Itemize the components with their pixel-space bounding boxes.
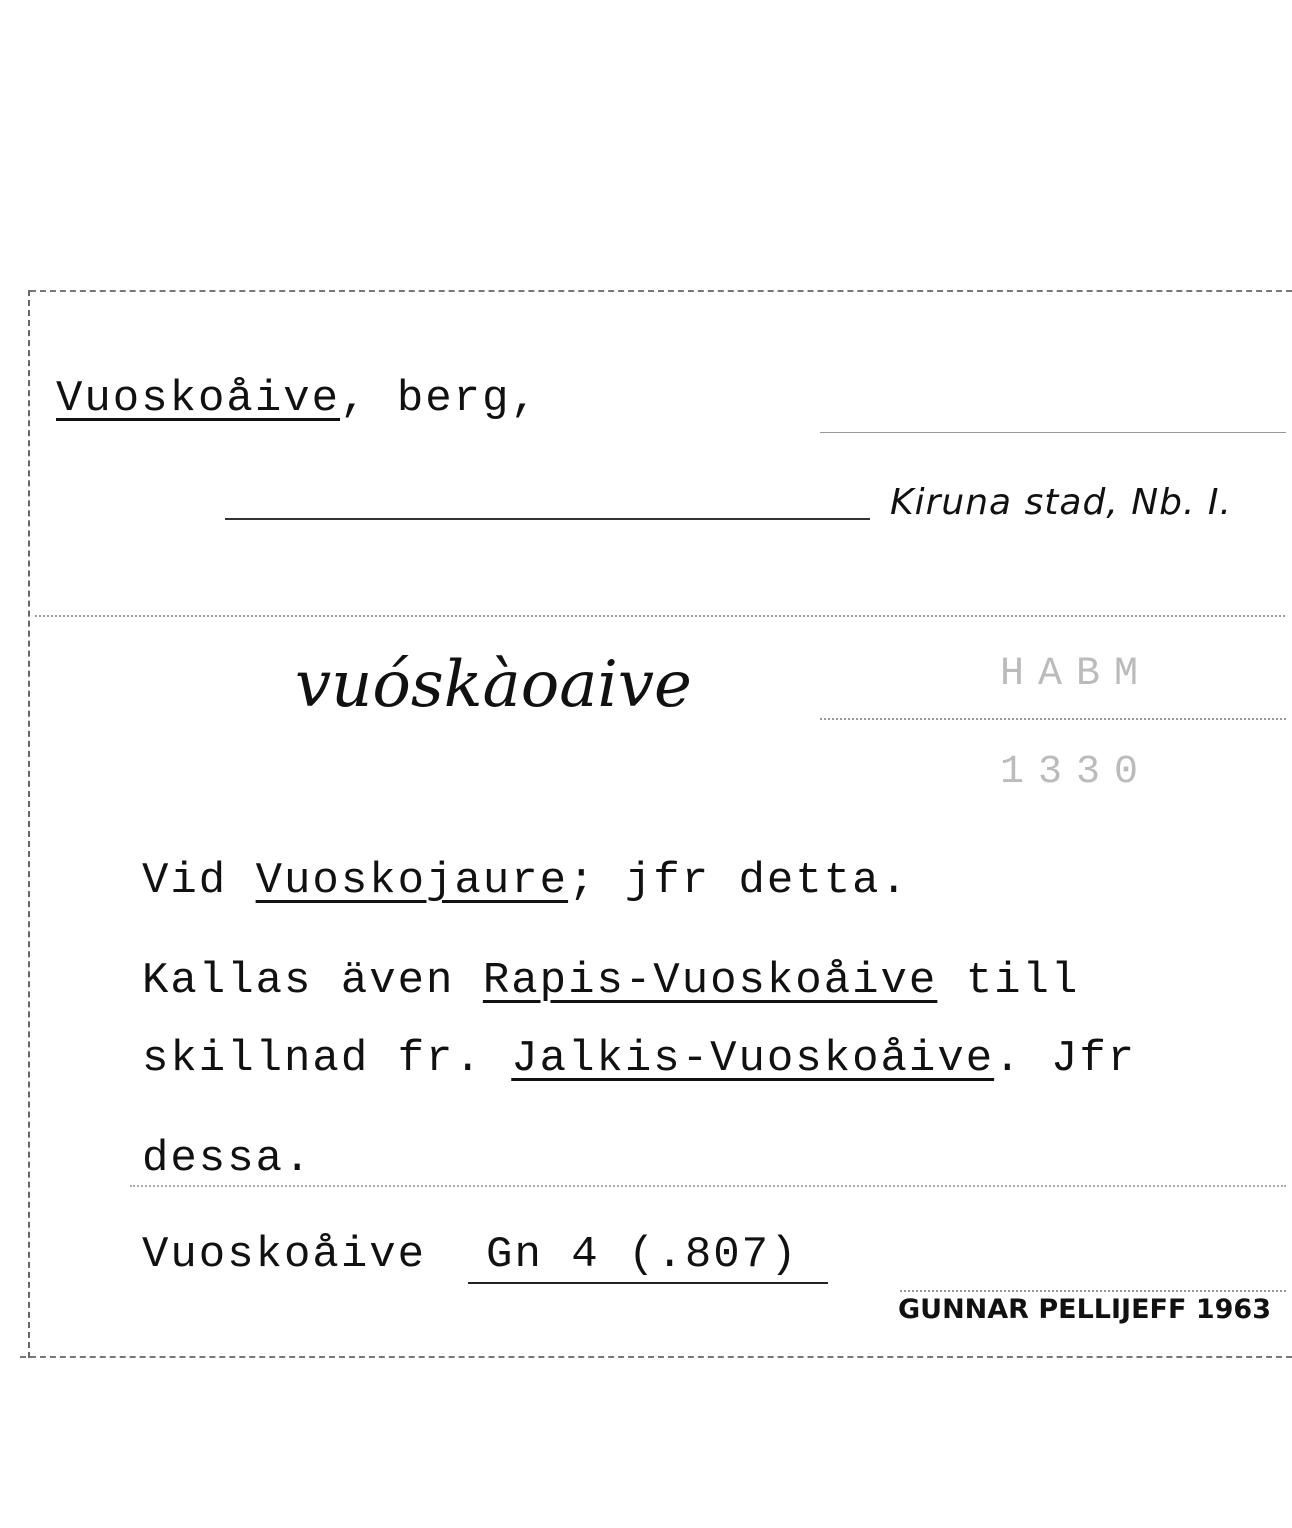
heading-line: [56, 374, 539, 424]
body-line-1-suffix: ; jfr detta.: [568, 856, 909, 906]
author-footer: GUNNAR PELLIJEFF 1963: [898, 1294, 1271, 1325]
body-line-3-prefix: skillnad fr.: [142, 1034, 512, 1084]
body-line-2: [142, 956, 1079, 1006]
location-label: Kiruna stad, Nb. I.: [890, 482, 1232, 523]
top-border: [30, 290, 1292, 292]
ruled-line: [35, 615, 1285, 617]
body-line-3-suffix: . Jfr: [994, 1034, 1137, 1084]
body-line-4: dessa.: [142, 1134, 313, 1184]
faded-stamp-line1: HABM: [1000, 652, 1153, 697]
left-border: [28, 290, 30, 1358]
ruled-line: [130, 1185, 1286, 1187]
bottom-border: [20, 1356, 1292, 1358]
body-line-2-suffix: till: [937, 956, 1080, 1006]
faded-stamp-line2: 1330: [1000, 750, 1153, 795]
ruled-line: [820, 432, 1286, 433]
ruled-line: [225, 518, 870, 520]
body-line-1-prefix: Vid: [142, 856, 256, 906]
ruled-line: [900, 1290, 1286, 1292]
body-line-2-link: Rapis-Vuoskoåive: [482, 956, 938, 1006]
body-line-5: [142, 1230, 799, 1280]
heading-name: Vuoskoåive: [56, 374, 341, 424]
handwritten-pronunciation: vuóskàoaive: [295, 648, 692, 722]
body-line-1-link: Vuoskojaure: [255, 856, 569, 906]
body-line-5-ref: Gn 4 (.807): [486, 1230, 799, 1280]
body-line-3-link: Jalkis-Vuoskoåive: [511, 1034, 995, 1084]
heading-suffix: , berg,: [340, 374, 539, 424]
ref-underline: [468, 1282, 828, 1284]
body-line-1: [142, 856, 909, 906]
body-line-5-name: Vuoskoåive: [142, 1230, 427, 1280]
body-line-2-prefix: Kallas även: [142, 956, 483, 1006]
body-line-3: [142, 1034, 1136, 1084]
ruled-line: [820, 718, 1286, 720]
